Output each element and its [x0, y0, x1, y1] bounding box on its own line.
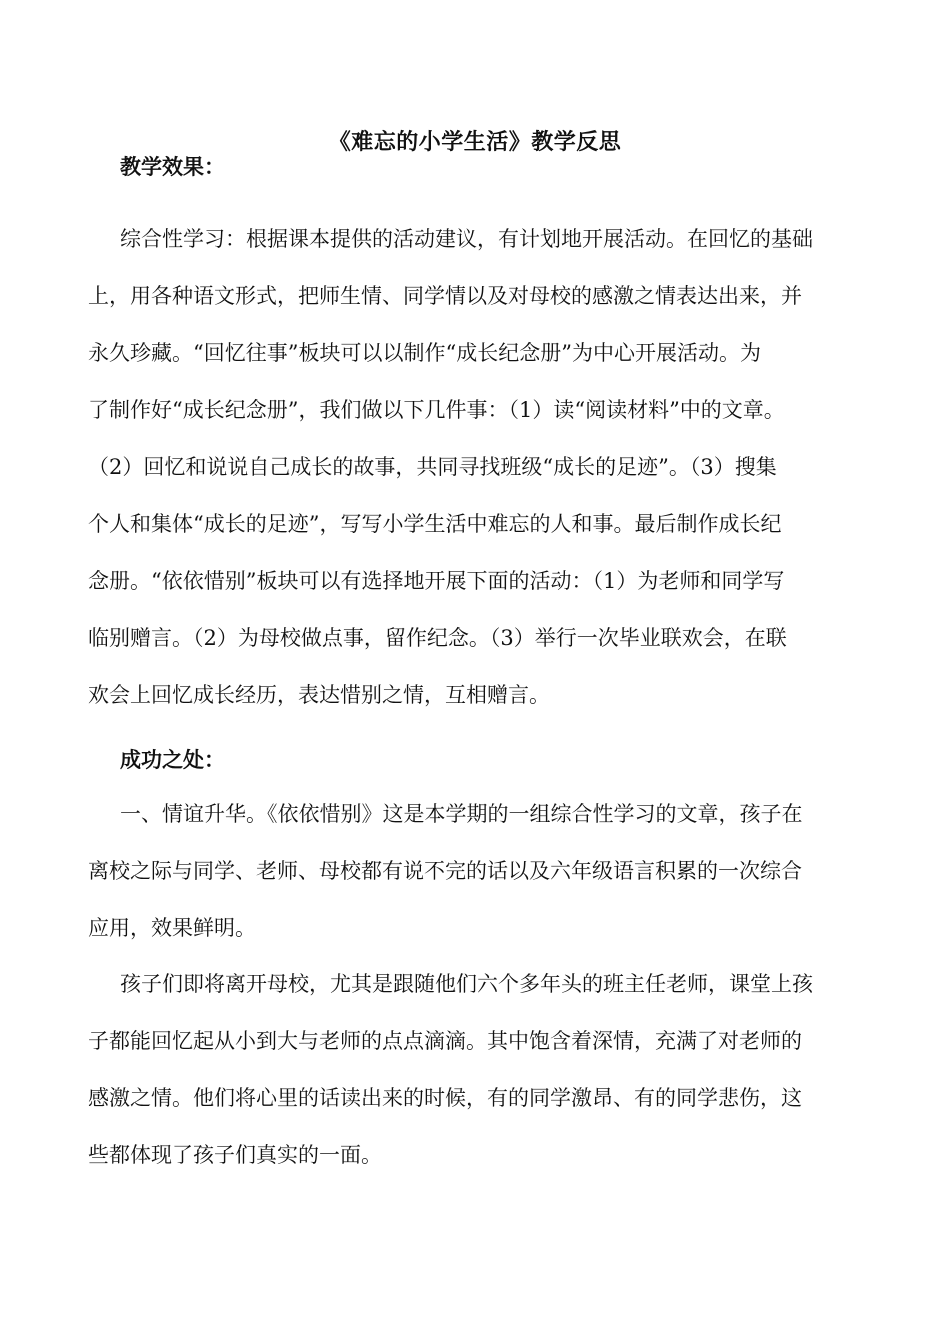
paragraph-line: 综合性学习：根据课本提供的活动建议，有计划地开展活动。在回忆的基础	[120, 227, 813, 251]
paragraph-line: 个人和集体“成长的足迹”，写写小学生活中难忘的人和事。最后制作成长纪	[88, 512, 782, 536]
document-title: 《难忘的小学生活》教学反思	[328, 129, 622, 155]
paragraph-line: 欢会上回忆成长经历，表达惜别之情，互相赠言。	[88, 683, 550, 707]
section-heading-teaching-effect: 教学效果：	[120, 154, 225, 179]
paragraph-line: 离校之际与同学、老师、母校都有说不完的话以及六年级语言积累的一次综合	[88, 859, 802, 883]
paragraph-line: 子都能回忆起从小到大与老师的点点滴滴。其中饱含着深情，充满了对老师的	[88, 1029, 802, 1053]
paragraph-line: 了制作好“成长纪念册”，我们做以下几件事：（1）读“阅读材料”中的文章。	[88, 398, 785, 422]
paragraph-line: 些都体现了孩子们真实的一面。	[88, 1143, 382, 1167]
paragraph-line: 应用，效果鲜明。	[88, 916, 256, 940]
section-heading-success: 成功之处：	[120, 747, 225, 772]
paragraph-line: 感激之情。他们将心里的话读出来的时候，有的同学激昂、有的同学悲伤，这	[88, 1086, 802, 1110]
paragraph-line: （2）回忆和说说自己成长的故事，共同寻找班级“成长的足迹”。（3）搜集	[88, 455, 777, 479]
paragraph-line: 一、情谊升华。《依依惜别》这是本学期的一组综合性学习的文章，孩子在	[120, 802, 803, 826]
paragraph-line: 上，用各种语文形式，把师生情、同学情以及对母校的感激之情表达出来，并	[88, 284, 802, 308]
paragraph-line: 孩子们即将离开母校，尤其是跟随他们六个多年头的班主任老师，课堂上孩	[120, 972, 813, 996]
paragraph-line: 临别赠言。（2）为母校做点事，留作纪念。（3）举行一次毕业联欢会，在联	[88, 626, 787, 650]
paragraph-line: 永久珍藏。“回忆往事”板块可以以制作“成长纪念册”为中心开展活动。为	[88, 341, 761, 365]
paragraph-line: 念册。“依依惜别”板块可以有选择地开展下面的活动：（1）为老师和同学写	[88, 569, 785, 593]
